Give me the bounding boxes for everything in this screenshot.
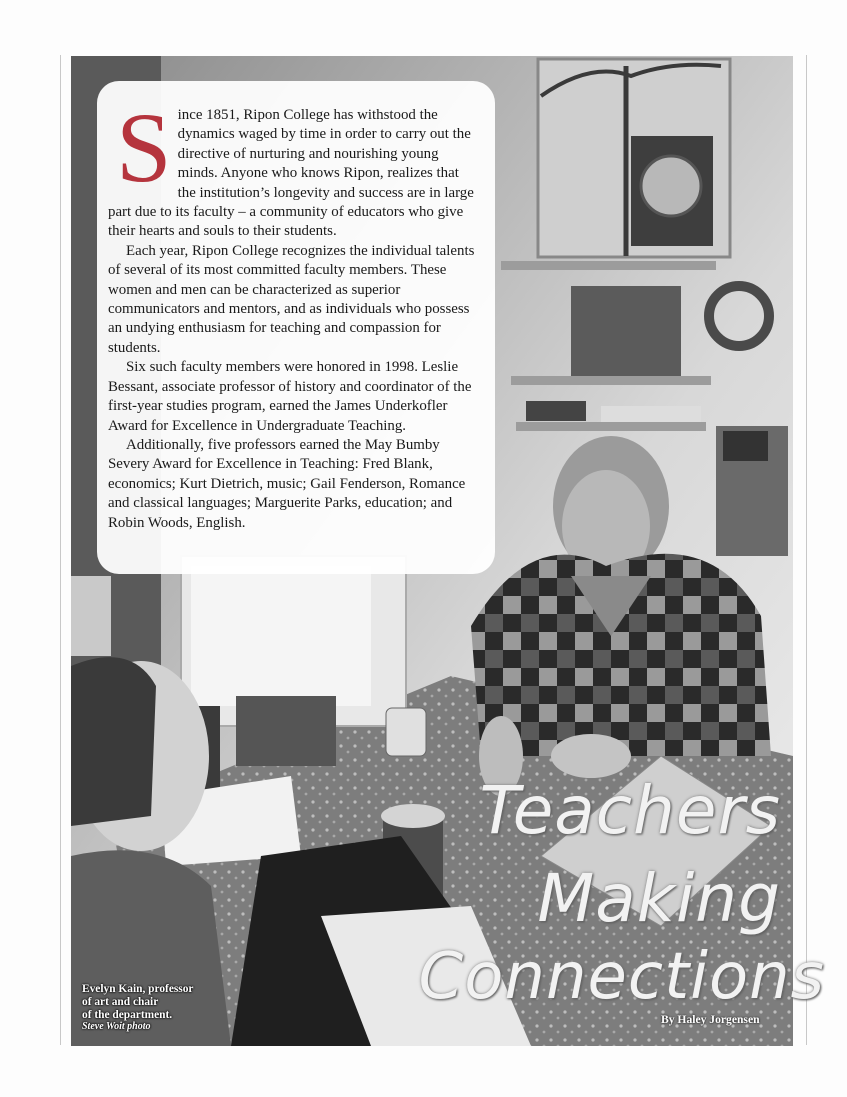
photo-credit: Steve Woit photo [82,1021,151,1033]
article-body [108,92,478,533]
caption-line: of art and chair [82,995,159,1008]
drop-cap: S [116,92,172,203]
byline: By Haley Jorgensen [661,1013,760,1026]
headline-line-2: Making [537,860,781,937]
page-edge [806,55,807,1045]
caption-line: of the department. [82,1008,173,1021]
article-paragraph-1 [108,92,478,242]
paragraph-text: ince 1851, Ripon College has withstood the dynamics waged by time in order to carry out the directive of nurturing and nourishing young minds. Anyone who knows Ripon, realizes that the institution’s longevity and success are in large part due to its faculty – a community of educators who give their hearts and souls to their students. [108,107,474,240]
page-edge [60,55,61,1045]
article-paragraph-3: Six such faculty members were honored in 1998. Leslie Bessant, associate professor of history and coordinator of the first-year studies program, earned the James Underkofler Award for Excellence in Undergraduate Teaching. [108,359,472,434]
headline-line-1: Teachers [479,772,781,849]
article-paragraph-2: Each year, Ripon College recognizes the individual talents of several of its most committed faculty members. These women and men can be characterized as superior communicators and mentors, and as individuals who possess an undying enthusiasm for teaching and compassion for students. [108,242,475,356]
headline-line-3: Connections [418,940,825,1014]
caption-line: Evelyn Kain, professor [82,983,194,995]
article-paragraph-4: Additionally, five professors earned the May Bumby Severy Award for Excellence in Teaching: Fred Blank, economics; Kurt Dietrich, music; Gail Fenderson, Romance and classical languages; Marguerite Parks, education; and Robin Woods, English. [108,436,466,531]
photo-caption [82,983,252,1034]
